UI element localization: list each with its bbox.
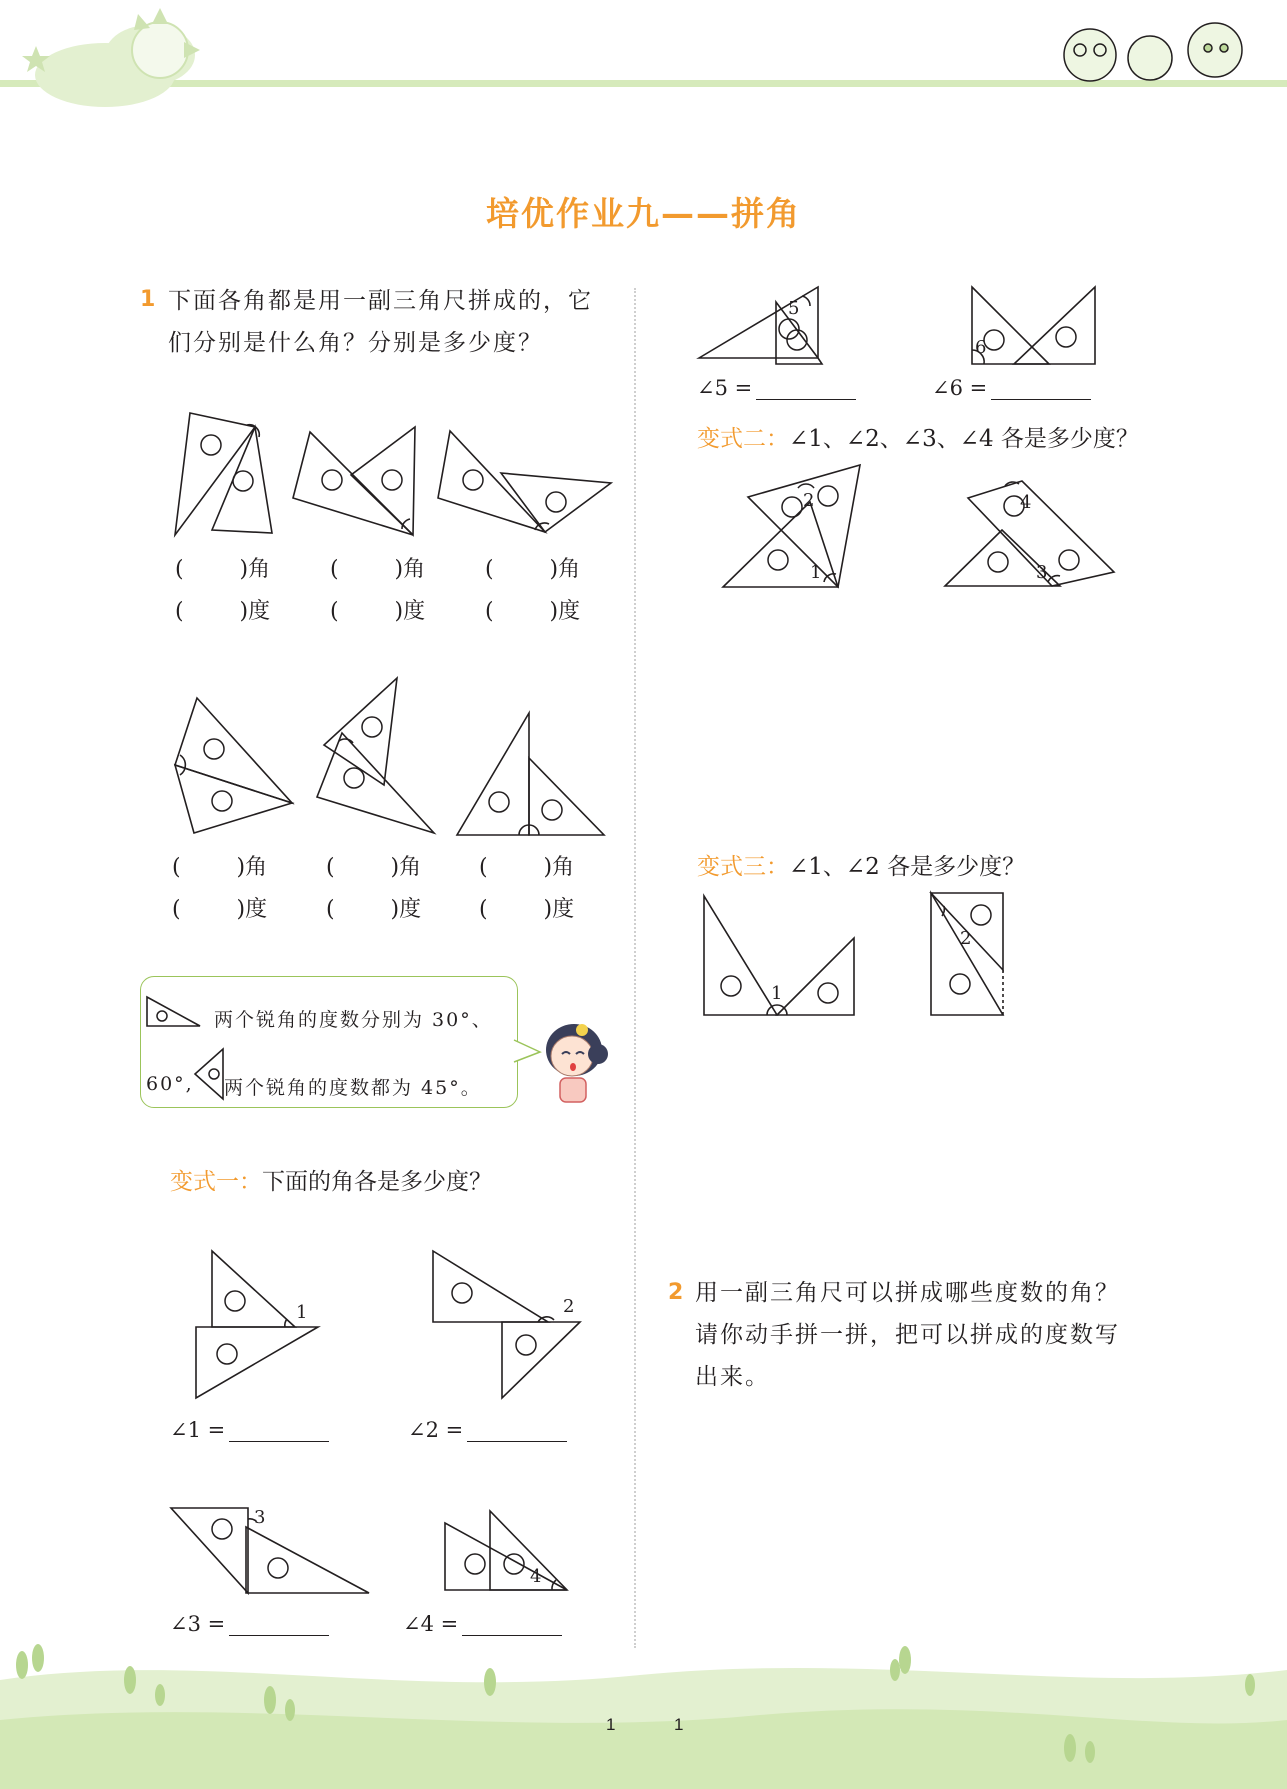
q1-blank-type-5[interactable]: ( )角: [326, 855, 422, 880]
variant3-label: 变式三：: [697, 854, 789, 880]
tip-line2-start: 60°,: [146, 1073, 194, 1095]
variant2-angle-label-4: 4: [1020, 492, 1032, 513]
set-square-45-icon: [190, 1046, 226, 1102]
variant2-angle-label-3: 3: [1036, 562, 1048, 583]
q1-figure-b: [290, 425, 420, 540]
variant1-answer-1-blank[interactable]: [229, 1421, 329, 1442]
variant2-angle-label-1: 1: [810, 562, 822, 583]
variant1-angle-label-1: 1: [296, 1302, 308, 1323]
right-answer-5-label: ∠5 =: [697, 376, 753, 400]
footer-hills-decoration: [0, 1640, 1287, 1789]
tip-line2-end: 两个锐角的度数都为 45°。: [224, 1077, 482, 1099]
q1-figure-a: [165, 405, 285, 545]
question-2-text-line3: 出来。: [695, 1364, 770, 1390]
variant2-text: ∠1、∠2、∠3、∠4 各是多少度？: [789, 426, 1139, 452]
right-answer-6[interactable]: [932, 376, 1091, 400]
q1-blank-degree-3[interactable]: ( )度: [485, 599, 581, 624]
page-number-right: 1: [674, 1715, 684, 1734]
variant1-figure-4: [442, 1508, 572, 1593]
page-title: 培优作业九——拼角: [486, 194, 801, 233]
q1-blank-degree-1[interactable]: ( )度: [175, 599, 271, 624]
variant1-figure-2: [430, 1248, 585, 1400]
variant1-answer-2[interactable]: [408, 1418, 567, 1442]
variant1-label: 变式一：: [170, 1169, 262, 1195]
question-1-text-line2: 们分别是什么角？分别是多少度？: [168, 330, 543, 356]
right-answer-6-label: ∠6 =: [932, 376, 988, 400]
variant1-answer-4-label: ∠4 =: [403, 1612, 459, 1636]
variant1-answer-2-blank[interactable]: [467, 1421, 567, 1442]
variant1-angle-label-3: 3: [254, 1507, 266, 1528]
variant1-heading: [170, 1163, 492, 1196]
q1-blank-type-2[interactable]: ( )角: [330, 557, 426, 582]
column-divider: [634, 288, 636, 1648]
variant2-figure-1: [720, 462, 865, 590]
variant2-heading: [697, 420, 1139, 453]
girl-illustration: [536, 1010, 616, 1110]
variant3-figure-2: [928, 890, 1008, 1018]
variant3-angle-label-1: 1: [771, 983, 783, 1004]
variant1-angle-label-2: 2: [563, 1296, 575, 1317]
variant2-label: 变式二：: [697, 426, 789, 452]
question-1-text-line1: 下面各角都是用一副三角尺拼成的，它: [168, 288, 593, 314]
variant1-answer-3-label: ∠3 =: [170, 1612, 226, 1636]
q1-figure-c: [433, 428, 613, 538]
q1-blank-degree-4[interactable]: ( )度: [172, 897, 268, 922]
tip-line1: 两个锐角的度数分别为 30°、: [214, 1009, 493, 1031]
variant1-answer-3[interactable]: [170, 1612, 329, 1636]
variant3-text: ∠1、∠2 各是多少度？: [789, 854, 1026, 880]
right-angle-label-5: 5: [788, 298, 800, 319]
question-2-text-line1: 用一副三角尺可以拼成哪些度数的角？: [695, 1280, 1120, 1306]
q1-blank-type-1[interactable]: ( )角: [175, 557, 271, 582]
variant1-figure-3: [168, 1505, 373, 1597]
variant1-figure-1: [193, 1248, 323, 1400]
variant1-answer-2-label: ∠2 =: [408, 1418, 464, 1442]
right-figure-6: [969, 284, 1099, 368]
page-number-left: 1: [606, 1715, 616, 1734]
right-answer-5[interactable]: [697, 376, 856, 400]
q1-blank-type-3[interactable]: ( )角: [485, 557, 581, 582]
variant3-heading: [697, 848, 1025, 881]
q1-blank-degree-5[interactable]: ( )度: [326, 897, 422, 922]
q1-figure-d: [172, 695, 297, 840]
variant3-figure-1: [701, 893, 861, 1018]
variant2-figure-2: [942, 478, 1117, 588]
q1-figure-f: [454, 710, 609, 838]
variant3-angle-label-2: 2: [960, 928, 972, 949]
variant1-text: 下面的角各是多少度？: [262, 1169, 492, 1195]
right-answer-6-blank[interactable]: [991, 379, 1091, 400]
question-1-number: 1: [140, 287, 156, 312]
right-figure-5: [696, 284, 826, 368]
question-2-number: 2: [668, 1280, 684, 1305]
variant1-answer-4[interactable]: [403, 1612, 562, 1636]
right-answer-5-blank[interactable]: [756, 379, 856, 400]
variant2-angle-label-2: 2: [803, 490, 815, 511]
set-square-30-60-icon: [144, 994, 204, 1030]
q1-figure-e: [314, 675, 439, 837]
header-decoration: [0, 0, 1287, 120]
q1-blank-type-4[interactable]: ( )角: [172, 855, 268, 880]
variant1-angle-label-4: 4: [530, 1566, 542, 1587]
variant1-answer-4-blank[interactable]: [462, 1615, 562, 1636]
q1-blank-degree-2[interactable]: ( )度: [330, 599, 426, 624]
variant1-answer-1[interactable]: [170, 1418, 329, 1442]
variant1-answer-1-label: ∠1 =: [170, 1418, 226, 1442]
right-angle-label-6: 6: [975, 337, 987, 358]
q1-blank-type-6[interactable]: ( )角: [479, 855, 575, 880]
question-2-text-line2: 请你动手拼一拼，把可以拼成的度数写: [695, 1322, 1120, 1348]
q1-blank-degree-6[interactable]: ( )度: [479, 897, 575, 922]
variant1-answer-3-blank[interactable]: [229, 1615, 329, 1636]
